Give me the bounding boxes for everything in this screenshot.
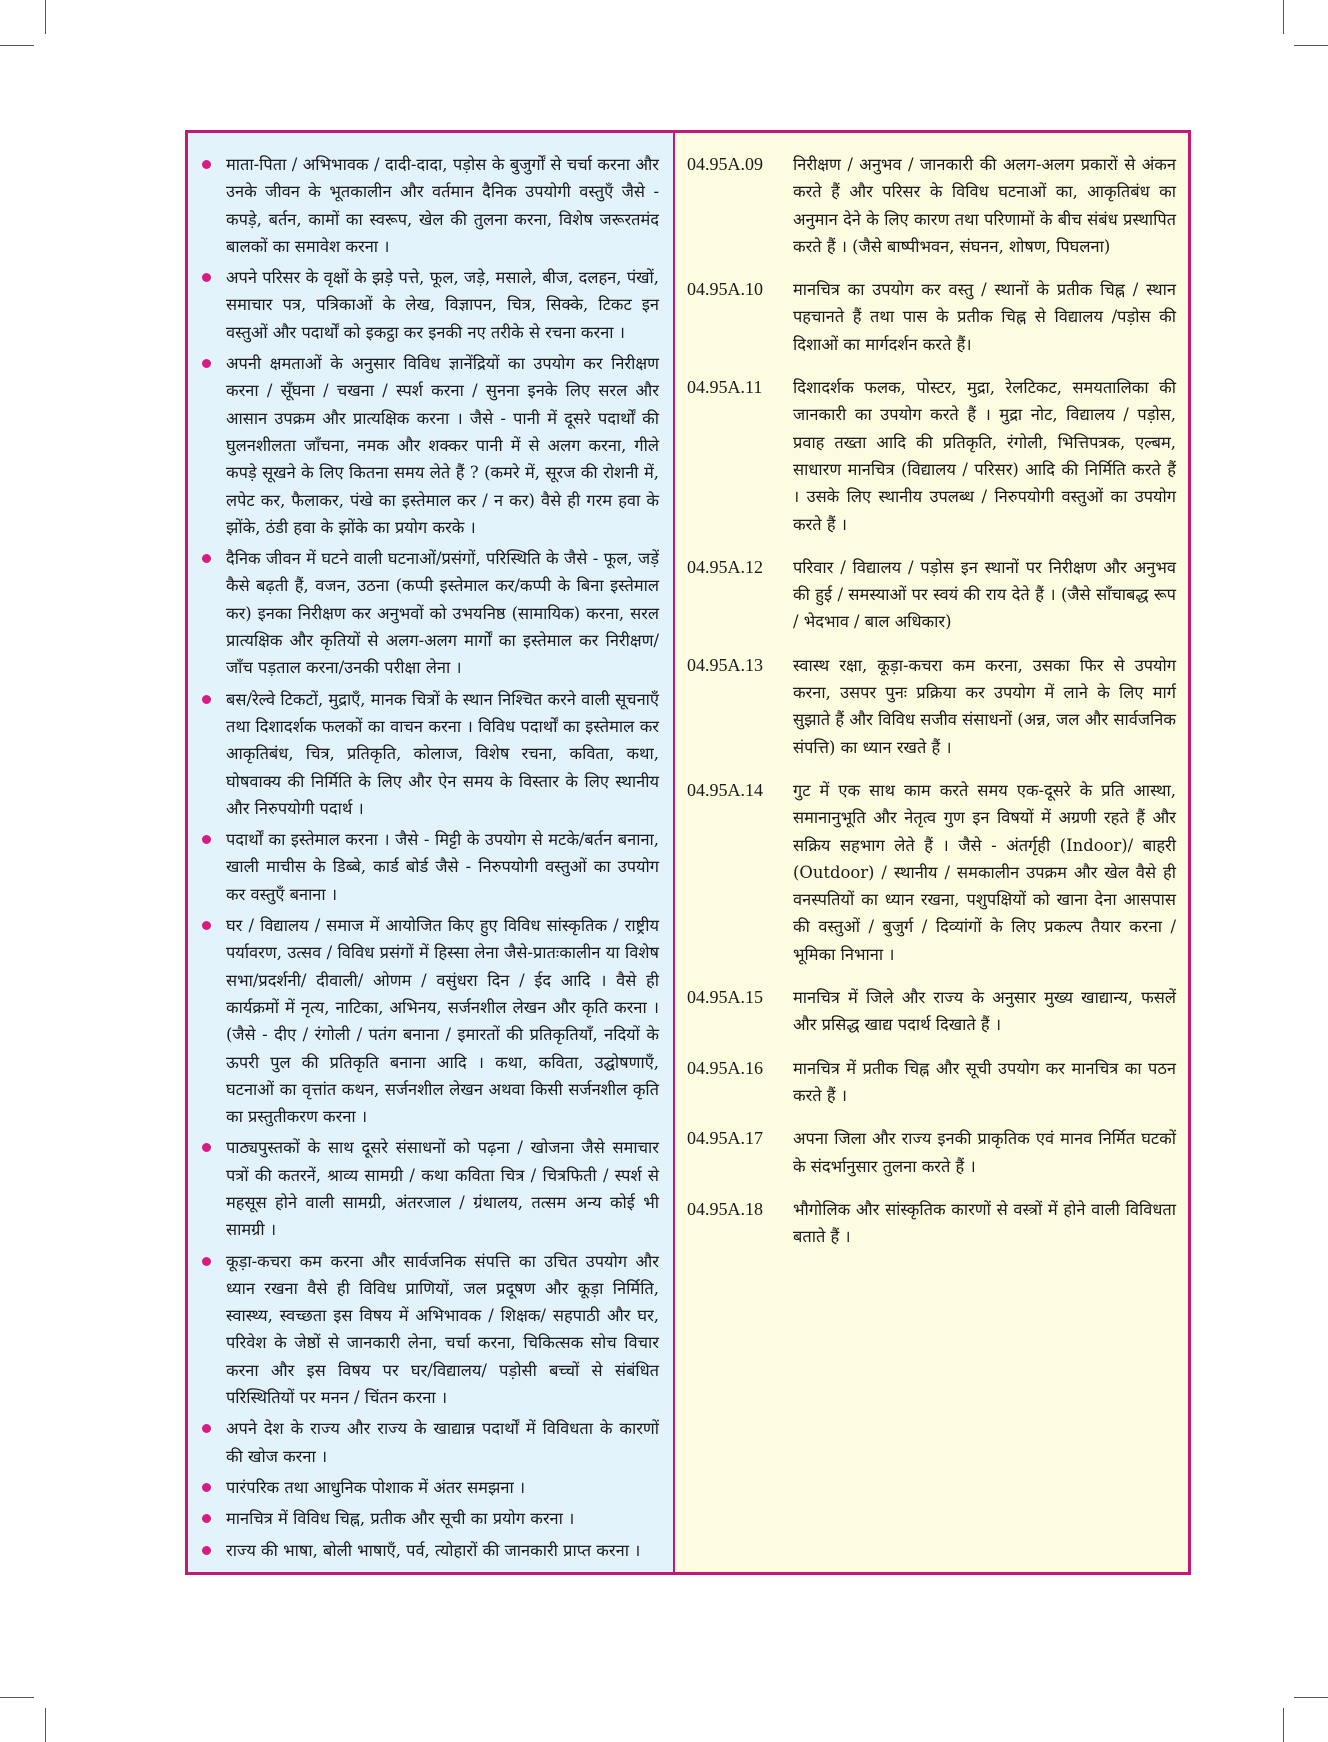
- activity-text: दैनिक जीवन में घटने वाली घटनाओं/प्रसंगों, परिस्थिति के जैसे - फूल, जड़ें कैसे बढ़ती हैं, वजन, उठना (कप्पी इस्तेमाल कर/कप्पी के बिना इस्तेमाल कर) इनका निरीक्षण कर अनुभवों को उभयनिष्ठ (सामायिक) करना, सरल प्रात्यक्षिक और कृतियों से अलग-अलग मार्गों का इस्तेमाल कर निरीक्षण/जाँच पड़ताल करना/उनकी परीक्षा लेना ।: [226, 549, 659, 678]
- outcome-code: 04.95A.15: [687, 987, 763, 1008]
- activity-item: [200, 545, 659, 681]
- outcome-text: भौगोलिक और सांस्कृतिक कारणों से वस्त्रों में होने वाली विविधता बताते हैं ।: [793, 1199, 1176, 1247]
- outcome-item: [687, 1125, 1176, 1180]
- activity-item: [200, 350, 659, 541]
- outcome-text: परिवार / विद्यालय / पड़ोस इन स्थानों पर निरीक्षण और अनुभव की हुई / समस्याओं पर स्वयं की राय देते हैं । (जैसे साँचाबद्ध रूप / भेदभाव / बाल अधिकार): [793, 557, 1176, 632]
- outcome-code: 04.95A.17: [687, 1128, 763, 1149]
- activity-text: राज्य की भाषा, बोली भाषाएँ, पर्व, त्योहारों की जानकारी प्राप्त करना ।: [226, 1540, 641, 1560]
- activity-text: पारंपरिक तथा आधुनिक पोशाक में अंतर समझना ।: [226, 1477, 526, 1497]
- crop-mark: [0, 45, 34, 46]
- activity-item: [200, 912, 659, 1130]
- activity-text: माता-पिता / अभिभावक / दादी-दादा, पड़ोस के बुजुर्गों से चर्चा करना और उनके जीवन के भूतकालीन और वर्तमान दैनिक उपयोगी वस्तुएँ जैसे - कपड़े, बर्तन, कामों का स्वरूप, खेल की तुलना करना, विशेष जरूरतमंद बालकों का समावेश करना ।: [226, 155, 659, 256]
- outcome-item: [687, 374, 1176, 538]
- bullet-icon: [202, 1257, 214, 1266]
- activity-item: [200, 1505, 659, 1532]
- activity-item: [200, 826, 659, 908]
- outcome-code: 04.95A.09: [687, 154, 763, 174]
- crop-mark: [0, 1697, 34, 1698]
- outcome-text: मानचित्र में प्रतीक चिह्न और सूची उपयोग कर मानचित्र का पठन करते हैं ।: [793, 1058, 1176, 1105]
- outcome-text: गुट में एक साथ काम करते समय एक-दूसरे के प्रति आस्था, समानानुभूति और नेतृत्व गुण इन विषयों में अग्रणी रहते हैं और सक्रिय सहभाग लेते हैं । जैसे - अंतर्गृही (Indoor)/ बाहरी (Outdoor) / स्थानीय / समकालीन उपक्रम और खेल वैसे ही वनस्पतियों का ध्यान रखना, पशुपक्षियों को खाना देना आसपास की वस्तुओं / बुजुर्ग / दिव्यांगों के लिए प्रकल्प तैयार करना / भूमिका निभाना ।: [793, 780, 1176, 964]
- activity-text: पाठ्यपुस्तकों के साथ दूसरे संसाधनों को पढ़ना / खोजना जैसे समाचार पत्रों की कतरनें, श्राव्य सामग्री / कथा कविता चित्र / चित्रफिती / स्पर्श से महसूस होने वाली सामग्री, अंतरजाल / ग्रंथालय, तत्सम अन्य कोई भी सामग्री ।: [226, 1138, 659, 1240]
- activity-text: अपने परिसर के वृक्षों के झड़े पत्ते, फूल, जड़े, मसाले, बीज, दलहन, पंखों, समाचार पत्र, पत्रिकाओं के लेख, विज्ञापन, चित्र, सिक्के, टिकट इन वस्तुओं और पदार्थों को इकट्ठा कर इनकी नए तरीके से रचना करना ।: [226, 268, 659, 342]
- crop-mark: [1294, 45, 1328, 46]
- outcome-code: 04.95A.16: [687, 1057, 763, 1078]
- outcome-item: [687, 652, 1176, 761]
- learning-outcomes-column: [675, 133, 1188, 1572]
- outcome-item: [687, 777, 1176, 968]
- bullet-icon: [202, 1546, 214, 1555]
- curriculum-table: [185, 130, 1191, 1575]
- activity-item: [200, 1415, 659, 1470]
- outcome-text: मानचित्र का उपयोग कर वस्तु / स्थानों के प्रतीक चिह्न / स्थान पहचानते हैं तथा पास के प्रतीक चिह्न से विद्यालय /पड़ोस की दिशाओं का मार्गदर्शन करते हैं।: [793, 280, 1176, 354]
- activity-text: पदार्थों का इस्तेमाल करना । जैसे - मिट्टी के उपयोग से मटके/बर्तन बनाना, खाली माचीस के डिब्बे, कार्ड बोर्ड जैसे - निरुपयोगी वस्तुओं का उपयोग कर वस्तुएँ बनाना ।: [226, 830, 659, 904]
- activity-text: अपने देश के राज्य और राज्य के खाद्यान्न पदार्थों में विविधता के कारणों की खोज करना ।: [226, 1419, 659, 1466]
- activity-text: अपनी क्षमताओं के अनुसार विविध ज्ञानेंद्रियों का उपयोग कर निरीक्षण करना / सूँघना / चखना / स्पर्श करना / सुनना इनके लिए सरल और आसान उपक्रम और प्रात्यक्षिक करना । जैसे - पानी में दूसरे पदार्थों की घुलनशीलता जाँचना, नमक और शक्कर पानी में से अलग करना, गीले कपड़े सूखने के लिए कितना समय लेते हैं ? (कमरे में, सूरज की रोशनी में, लपेट कर, फैलाकर, पंखे का इस्तेमाल कर / न कर) वैसे ही गरम हवा के झोंके, ठंडी हवा के झोंके का प्रयोग करके ।: [226, 354, 659, 537]
- bullet-icon: [202, 554, 214, 563]
- bullet-icon: [202, 1424, 214, 1433]
- activities-column: [188, 133, 675, 1572]
- bullet-icon: [202, 921, 214, 930]
- activity-item: [200, 151, 659, 260]
- outcome-text: मानचित्र में जिले और राज्य के अनुसार मुख्य खाद्यान्य, फसलें और प्रसिद्ध खाद्य पदार्थ दिखाते हैं ।: [793, 988, 1176, 1035]
- outcome-code: 04.95A.12: [687, 556, 763, 577]
- outcome-text: अपना जिला और राज्य इनकी प्राकृतिक एवं मानव निर्मित घटकों के संदर्भानुसार तुलना करते हैं ।: [793, 1129, 1176, 1176]
- outcome-code: 04.95A.13: [687, 654, 763, 675]
- bullet-icon: [202, 160, 214, 169]
- outcome-item: [687, 984, 1176, 1039]
- bullet-icon: [202, 1143, 214, 1152]
- activity-item: [200, 686, 659, 822]
- outcome-code: 04.95A.14: [687, 779, 763, 800]
- activity-text: मानचित्र में विविध चिह्न, प्रतीक और सूची का प्रयोग करना ।: [226, 1509, 575, 1529]
- bullet-icon: [202, 1514, 214, 1523]
- outcome-item: [687, 276, 1176, 358]
- outcome-code: 04.95A.10: [687, 279, 763, 300]
- activity-text: बस/रेल्वे टिकटों, मुद्राएँ, मानक चित्रों के स्थान निश्चित करने वाली सूचनाएँ तथा दिशादर्शक फलकों का वाचन करना । विविध पदार्थों का इस्तेमाल कर आकृतिबंध, चित्र, प्रतिकृति, कोलाज, विशेष रचना, कविता, कथा, घोषवाक्य की निर्मिति के लिए और ऐन समय के विस्तार के लिए स्थानीय और निरुपयोगी पदार्थ ।: [226, 689, 659, 818]
- outcome-text: स्वास्थ रक्षा, कूड़ा-कचरा कम करना, उसका फिर से उपयोग करना, उसपर पुनः प्रक्रिया कर उपयोग में लाने के लिए मार्ग सुझाते हैं और विविध सजीव संसाधनों (अन्न, जल और सार्वजनिक संपत्ति) का ध्यान रखते हैं ।: [793, 655, 1176, 757]
- bullet-icon: [202, 835, 214, 844]
- outcome-item: [687, 151, 1176, 260]
- bullet-icon: [202, 1483, 214, 1492]
- crop-mark: [1294, 1697, 1328, 1698]
- activity-text: कूड़ा-कचरा कम करना और सार्वजनिक संपत्ति का उचित उपयोग और ध्यान रखना वैसे ही विविध प्राणियों, जल प्रदूषण और कूड़ा निर्मिति, स्वास्थ्य, स्वच्छता इस विषय में अभिभावक / शिक्षक/ सहपाठी और घर, परिवेश के जेष्ठों से जानकारी लेना, चर्चा करना, चिकित्सक सोच विचार करना और इस विषय पर घर/विद्यालय/ पड़ोसी बच्चों से संबंधित परिस्थितियों पर मनन / चिंतन करना ।: [226, 1251, 659, 1408]
- outcome-item: [687, 1196, 1176, 1251]
- activity-item: [200, 1134, 659, 1243]
- crop-mark: [45, 1708, 46, 1742]
- crop-mark: [1283, 1708, 1284, 1742]
- activity-item: [200, 1248, 659, 1412]
- bullet-icon: [202, 695, 214, 704]
- outcome-item: [687, 554, 1176, 636]
- activity-item: [200, 1474, 659, 1501]
- activity-item: [200, 1537, 659, 1564]
- activity-item: [200, 264, 659, 346]
- activity-text: घर / विद्यालय / समाज में आयोजित किए हुए विविध सांस्कृतिक / राष्ट्रीय पर्यावरण, उत्सव / विविध प्रसंगों में हिस्सा लेना जैसे-प्रातःकालीन या विशेष सभा/प्रदर्शनी/ दीवाली/ ओणम / वसुंधरा दिन / ईद आदि । वैसे ही कार्यक्रमों में नृत्य, नाटिका, अभिनय, सर्जनशील लेखन और कृति करना । (जैसे - दीए / रंगोली / पतंग बनाना / इमारतों की प्रतिकृतियाँ, नदियों के ऊपरी पुल की प्रतिकृति बनाना आदि । कथा, कविता, उद्घोषणाएँ, घटनाओं का वृत्तांत कथन, सर्जनशील लेखन अथवा किसी सर्जनशील कृति का प्रस्तुतीकरण करना ।: [226, 916, 659, 1127]
- outcome-code: 04.95A.18: [687, 1198, 763, 1219]
- bullet-icon: [202, 359, 214, 368]
- crop-mark: [45, 0, 46, 34]
- bullet-icon: [202, 273, 214, 282]
- crop-mark: [1283, 0, 1284, 34]
- outcome-code: 04.95A.11: [687, 377, 763, 398]
- outcome-text: दिशादर्शक फलक, पोस्टर, मुद्रा, रेलटिकट, समयतालिका की जानकारी का उपयोग करते हैं । मुद्रा नोट, विद्यालय / पड़ोस, प्रवाह तख्ता आदि की प्रतिकृति, रंगोली, भित्तिपत्रक, एल्बम, साधारण मानचित्र (विद्यालय / परिसर) आदि की निर्मिति करते हैं । उसके लिए स्थानीय उपलब्ध / निरुपयोगी वस्तुओं का उपयोग करते हैं ।: [793, 378, 1176, 534]
- outcome-text: निरीक्षण / अनुभव / जानकारी की अलग-अलग प्रकारों से अंकन करते हैं और परिसर के विविध घटनाओं का, आकृतिबंध का अनुमान देने के लिए कारण तथा परिणामों के बीच संबंध प्रस्थापित करते हैं । (जैसे बाष्पीभवन, संघनन, शोषण, पिघलना): [793, 155, 1176, 256]
- outcome-item: [687, 1055, 1176, 1110]
